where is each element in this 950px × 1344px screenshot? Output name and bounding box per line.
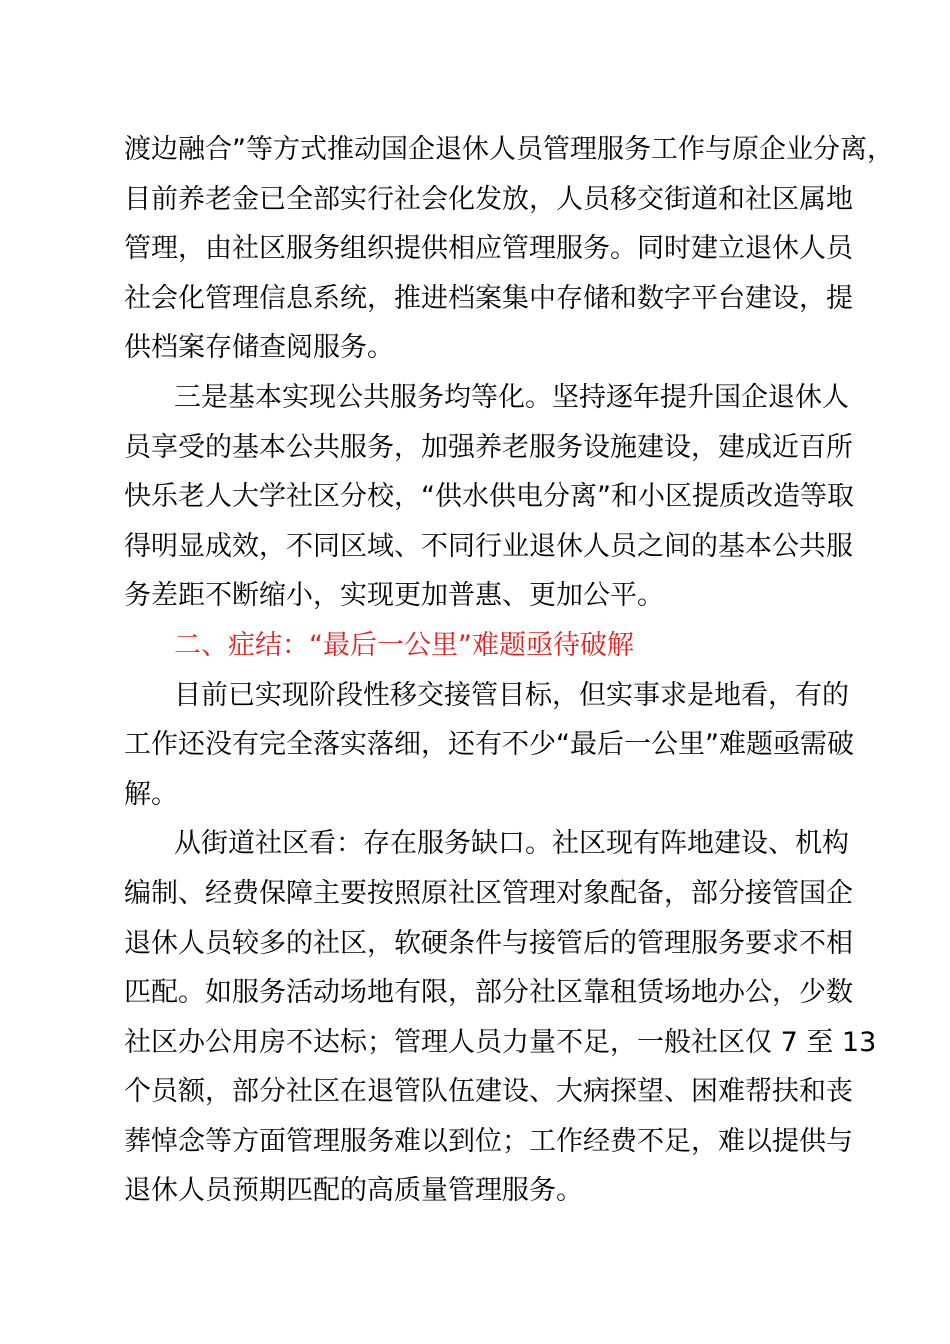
text-line-10: 务差距不断缩小，实现更加普惠、更加公平。 bbox=[124, 580, 664, 611]
text-line-7: 员享受的基本公共服务，加强养老服务设施建设，建成近百所 bbox=[124, 432, 853, 463]
text-line-2: 目前养老金已全部实行社会化发放，人员移交街道和社区属地 bbox=[124, 184, 853, 215]
text-line-1: 渡边融合”等方式推动国企退休人员管理服务工作与原企业分离， bbox=[124, 134, 894, 165]
paragraph-three-start: 三是基本实现公共服务均等化。坚持逐年提升国企退休人 bbox=[174, 382, 849, 413]
text-line-22: 退休人员预期匹配的高质量管理服务。 bbox=[124, 1175, 583, 1206]
text-line-5: 供档案存储查阅服务。 bbox=[124, 332, 394, 363]
text-line-3: 管理，由社区服务组织提供相应管理服务。同时建立退休人员 bbox=[124, 233, 853, 264]
text-line-16: 编制、经费保障主要按照原社区管理对象配备，部分接管国企 bbox=[124, 878, 853, 909]
paragraph-intro-start: 目前已实现阶段性移交接管目标，但实事求是地看，有的 bbox=[174, 680, 849, 711]
paragraph-community-start: 从街道社区看：存在服务缺口。社区现有阵地建设、机构 bbox=[174, 828, 849, 859]
text-line-20: 个员额，部分社区在退管队伍建设、大病探望、困难帮扶和丧 bbox=[124, 1076, 853, 1107]
text-line-8: 快乐老人大学社区分校，“供水供电分离”和小区提质改造等取 bbox=[124, 481, 854, 512]
text-line-14: 解。 bbox=[124, 779, 178, 810]
text-line-21: 葬悼念等方面管理服务难以到位；工作经费不足，难以提供与 bbox=[124, 1126, 853, 1157]
section-heading: 二、症结：“最后一公里”难题亟待破解 bbox=[174, 630, 634, 661]
text-line-9: 得明显成效，不同区域、不同行业退休人员之间的基本公共服 bbox=[124, 531, 853, 562]
text-line-13: 工作还没有完全落实落细，还有不少“最后一公里”难题亟需破 bbox=[124, 729, 854, 760]
text-line-17: 退休人员较多的社区，软硬条件与接管后的管理服务要求不相 bbox=[124, 928, 853, 959]
text-line-19: 社区办公用房不达标；管理人员力量不足，一般社区仅 7 至 13 bbox=[124, 1027, 877, 1058]
text-line-4: 社会化管理信息系统，推进档案集中存储和数字平台建设，提 bbox=[124, 283, 853, 314]
text-line-18: 匹配。如服务活动场地有限，部分社区靠租赁场地办公，少数 bbox=[124, 977, 853, 1008]
